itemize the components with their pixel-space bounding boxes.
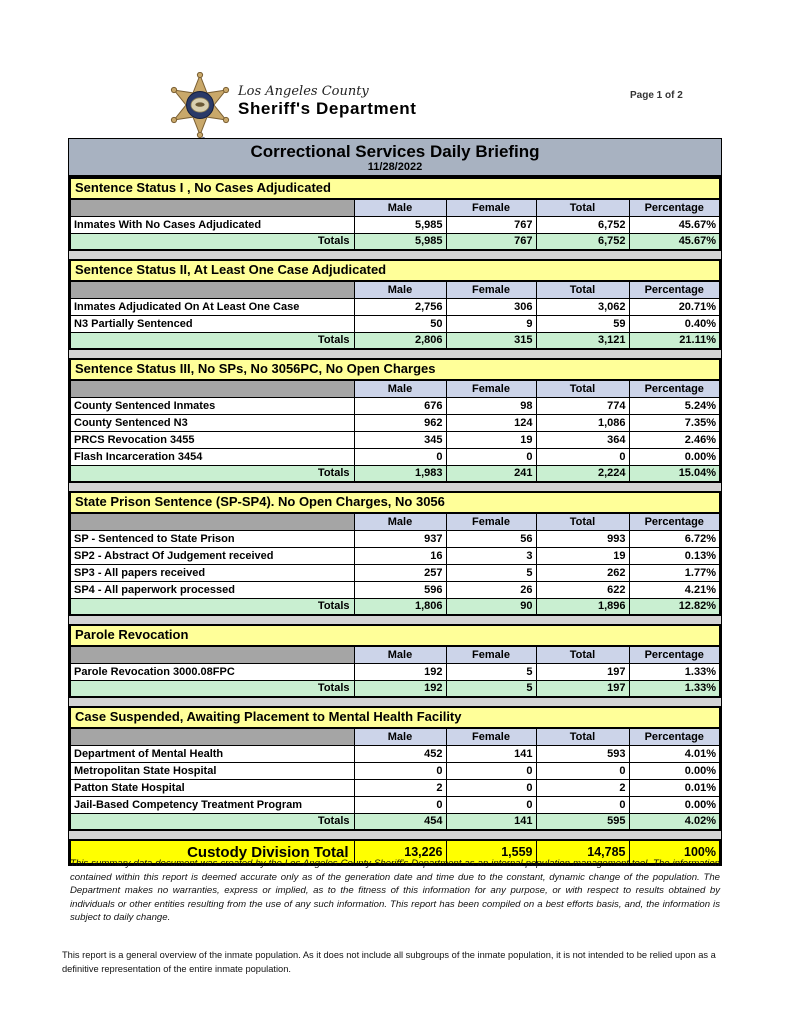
col-header-percentage: Percentage xyxy=(629,513,720,530)
section-parole-revocation xyxy=(69,624,721,698)
blank-header-cell xyxy=(70,199,354,216)
totals-label: Totals xyxy=(70,332,354,349)
cell-percentage: 0.00% xyxy=(629,448,720,465)
cell-percentage: 4.01% xyxy=(629,745,720,762)
totals-female: 315 xyxy=(446,332,536,349)
col-header-male: Male xyxy=(354,199,446,216)
row-label: SP3 - All papers received xyxy=(70,564,354,581)
section-sentence-status-3 xyxy=(69,358,721,483)
col-header-total: Total xyxy=(536,380,629,397)
column-header-row xyxy=(70,380,720,397)
column-header-row xyxy=(70,728,720,745)
cell-male: 16 xyxy=(354,547,446,564)
cell-female: 9 xyxy=(446,315,536,332)
cell-total: 59 xyxy=(536,315,629,332)
row-label: SP - Sentenced to State Prison xyxy=(70,530,354,547)
cell-percentage: 1.33% xyxy=(629,663,720,680)
blank-header-cell xyxy=(70,513,354,530)
row-label: County Sentenced N3 xyxy=(70,414,354,431)
cell-male: 2,756 xyxy=(354,298,446,315)
cell-percentage: 5.24% xyxy=(629,397,720,414)
section-case-suspended xyxy=(69,706,721,831)
cell-percentage: 45.67% xyxy=(629,216,720,233)
table-row xyxy=(70,663,720,680)
letterhead-county: Los Angeles County xyxy=(238,84,369,99)
cell-male: 0 xyxy=(354,762,446,779)
cell-male: 452 xyxy=(354,745,446,762)
cell-female: 5 xyxy=(446,564,536,581)
col-header-percentage: Percentage xyxy=(629,728,720,745)
col-header-male: Male xyxy=(354,380,446,397)
letterhead xyxy=(238,84,417,118)
totals-total: 197 xyxy=(536,680,629,697)
section-sentence-status-1 xyxy=(69,177,721,251)
section-title: Sentence Status II, At Least One Case Adjudicated xyxy=(69,259,721,280)
totals-female: 141 xyxy=(446,813,536,830)
cell-percentage: 0.13% xyxy=(629,547,720,564)
totals-female: 90 xyxy=(446,598,536,615)
cell-percentage: 0.00% xyxy=(629,762,720,779)
totals-label: Totals xyxy=(70,233,354,250)
row-label: Metropolitan State Hospital xyxy=(70,762,354,779)
cell-male: 192 xyxy=(354,663,446,680)
table-row xyxy=(70,564,720,581)
blank-header-cell xyxy=(70,646,354,663)
blank-header-cell xyxy=(70,380,354,397)
table-row xyxy=(70,547,720,564)
table-row xyxy=(70,397,720,414)
totals-label: Totals xyxy=(70,813,354,830)
cell-total: 19 xyxy=(536,547,629,564)
cell-male: 596 xyxy=(354,581,446,598)
totals-label: Totals xyxy=(70,465,354,482)
cell-female: 98 xyxy=(446,397,536,414)
footnote-text: This report is a general overview of the inmate population. As it does not include all subgroups of the inmate population, it is not intended to be relied upon as a definitive representation of the entire inmate population. xyxy=(62,950,716,974)
cell-female: 306 xyxy=(446,298,536,315)
totals-female: 767 xyxy=(446,233,536,250)
totals-female: 241 xyxy=(446,465,536,482)
cell-total: 993 xyxy=(536,530,629,547)
table-row xyxy=(70,216,720,233)
cell-female: 3 xyxy=(446,547,536,564)
cell-percentage: 1.77% xyxy=(629,564,720,581)
totals-row xyxy=(70,332,720,349)
column-header-row xyxy=(70,199,720,216)
totals-row xyxy=(70,598,720,615)
section-sentence-status-2 xyxy=(69,259,721,350)
col-header-percentage: Percentage xyxy=(629,281,720,298)
col-header-female: Female xyxy=(446,728,536,745)
report-date: 11/28/2022 xyxy=(367,161,423,173)
cell-male: 257 xyxy=(354,564,446,581)
cell-male: 0 xyxy=(354,448,446,465)
cell-female: 767 xyxy=(446,216,536,233)
cell-female: 0 xyxy=(446,762,536,779)
cell-percentage: 20.71% xyxy=(629,298,720,315)
table-row xyxy=(70,762,720,779)
cell-male: 5,985 xyxy=(354,216,446,233)
totals-total: 1,896 xyxy=(536,598,629,615)
totals-row xyxy=(70,813,720,830)
col-header-female: Female xyxy=(446,281,536,298)
totals-total: 3,121 xyxy=(536,332,629,349)
col-header-male: Male xyxy=(354,513,446,530)
section-title: Sentence Status III, No SPs, No 3056PC, No Open Charges xyxy=(69,358,721,379)
row-label: County Sentenced Inmates xyxy=(70,397,354,414)
col-header-male: Male xyxy=(354,281,446,298)
cell-total: 364 xyxy=(536,431,629,448)
totals-row xyxy=(70,233,720,250)
cell-total: 197 xyxy=(536,663,629,680)
column-header-row xyxy=(70,513,720,530)
totals-label: Totals xyxy=(70,680,354,697)
totals-percentage: 45.67% xyxy=(629,233,720,250)
table-row xyxy=(70,581,720,598)
col-header-percentage: Percentage xyxy=(629,199,720,216)
cell-total: 774 xyxy=(536,397,629,414)
section-table xyxy=(69,379,721,483)
totals-male: 2,806 xyxy=(354,332,446,349)
row-label: N3 Partially Sentenced xyxy=(70,315,354,332)
cell-total: 0 xyxy=(536,448,629,465)
col-header-male: Male xyxy=(354,728,446,745)
disclaimer-text: This summary data document was created by the Los Angeles County Sheriff's Department as an internal population management tool. The information contained within this report is deemed accurate only as of the generation date and time due to the constant, dynamic change of the population. The Department makes no warranties, express or implied, as to the fitness of this information for any purpose, or with respect to results obtained by individuals or other entities resulting from the use of any such information. This report has been compiled on a best efforts basis, and, the information is subject to daily change. xyxy=(70,858,720,923)
cell-male: 676 xyxy=(354,397,446,414)
totals-row xyxy=(70,465,720,482)
row-label: Patton State Hospital xyxy=(70,779,354,796)
cell-percentage: 4.21% xyxy=(629,581,720,598)
section-table xyxy=(69,512,721,616)
table-row xyxy=(70,779,720,796)
col-header-total: Total xyxy=(536,281,629,298)
table-row xyxy=(70,530,720,547)
cell-total: 0 xyxy=(536,762,629,779)
report-title: Correctional Services Daily Briefing xyxy=(250,142,540,161)
section-table xyxy=(69,198,721,251)
grand-total-total: 14,785 xyxy=(536,840,629,864)
col-header-female: Female xyxy=(446,380,536,397)
table-row xyxy=(70,745,720,762)
totals-male: 5,985 xyxy=(354,233,446,250)
row-label: Flash Incarceration 3454 xyxy=(70,448,354,465)
cell-percentage: 0.40% xyxy=(629,315,720,332)
table-row xyxy=(70,431,720,448)
totals-percentage: 21.11% xyxy=(629,332,720,349)
cell-female: 19 xyxy=(446,431,536,448)
col-header-female: Female xyxy=(446,646,536,663)
blank-header-cell xyxy=(70,728,354,745)
section-title: Parole Revocation xyxy=(69,624,721,645)
col-header-total: Total xyxy=(536,199,629,216)
totals-male: 1,983 xyxy=(354,465,446,482)
page-number-label: Page 1 of 2 xyxy=(630,90,683,101)
cell-male: 0 xyxy=(354,796,446,813)
cell-male: 2 xyxy=(354,779,446,796)
totals-percentage: 4.02% xyxy=(629,813,720,830)
cell-percentage: 0.01% xyxy=(629,779,720,796)
cell-total: 3,062 xyxy=(536,298,629,315)
grand-total-label: Custody Division Total xyxy=(70,840,354,864)
row-label: PRCS Revocation 3455 xyxy=(70,431,354,448)
cell-female: 141 xyxy=(446,745,536,762)
cell-percentage: 7.35% xyxy=(629,414,720,431)
row-label: SP2 - Abstract Of Judgement received xyxy=(70,547,354,564)
report-title-banner xyxy=(69,139,721,177)
totals-total: 595 xyxy=(536,813,629,830)
cell-total: 0 xyxy=(536,796,629,813)
cell-female: 26 xyxy=(446,581,536,598)
cell-female: 0 xyxy=(446,796,536,813)
grand-total-female: 1,559 xyxy=(446,840,536,864)
row-label: Inmates Adjudicated On At Least One Case xyxy=(70,298,354,315)
row-label: Parole Revocation 3000.08FPC xyxy=(70,663,354,680)
row-label: Inmates With No Cases Adjudicated xyxy=(70,216,354,233)
col-header-total: Total xyxy=(536,646,629,663)
cell-total: 1,086 xyxy=(536,414,629,431)
cell-female: 0 xyxy=(446,448,536,465)
totals-label: Totals xyxy=(70,598,354,615)
table-row xyxy=(70,796,720,813)
table-row xyxy=(70,448,720,465)
col-header-total: Total xyxy=(536,728,629,745)
table-row xyxy=(70,414,720,431)
totals-percentage: 1.33% xyxy=(629,680,720,697)
row-label: Jail-Based Competency Treatment Program xyxy=(70,796,354,813)
row-label: SP4 - All paperwork processed xyxy=(70,581,354,598)
cell-total: 622 xyxy=(536,581,629,598)
cell-male: 345 xyxy=(354,431,446,448)
section-title: State Prison Sentence (SP-SP4). No Open Charges, No 3056 xyxy=(69,491,721,512)
section-table xyxy=(69,280,721,350)
report-body xyxy=(68,138,722,866)
grand-total-percentage: 100% xyxy=(629,840,720,864)
cell-male: 962 xyxy=(354,414,446,431)
sheriff-badge-icon xyxy=(167,72,233,142)
section-state-prison-sentence xyxy=(69,491,721,616)
col-header-percentage: Percentage xyxy=(629,646,720,663)
cell-percentage: 2.46% xyxy=(629,431,720,448)
letterhead-department: Sheriff's Department xyxy=(238,99,417,118)
totals-male: 454 xyxy=(354,813,446,830)
section-title: Case Suspended, Awaiting Placement to Mental Health Facility xyxy=(69,706,721,727)
totals-percentage: 12.82% xyxy=(629,598,720,615)
totals-total: 6,752 xyxy=(536,233,629,250)
cell-percentage: 0.00% xyxy=(629,796,720,813)
cell-male: 937 xyxy=(354,530,446,547)
col-header-total: Total xyxy=(536,513,629,530)
cell-percentage: 6.72% xyxy=(629,530,720,547)
cell-female: 56 xyxy=(446,530,536,547)
col-header-female: Female xyxy=(446,199,536,216)
cell-male: 50 xyxy=(354,315,446,332)
col-header-percentage: Percentage xyxy=(629,380,720,397)
totals-percentage: 15.04% xyxy=(629,465,720,482)
table-row xyxy=(70,315,720,332)
section-table xyxy=(69,645,721,698)
col-header-male: Male xyxy=(354,646,446,663)
cell-total: 6,752 xyxy=(536,216,629,233)
totals-total: 2,224 xyxy=(536,465,629,482)
row-label: Department of Mental Health xyxy=(70,745,354,762)
cell-female: 124 xyxy=(446,414,536,431)
table-row xyxy=(70,298,720,315)
grand-total-male: 13,226 xyxy=(354,840,446,864)
totals-row xyxy=(70,680,720,697)
totals-male: 192 xyxy=(354,680,446,697)
cell-total: 593 xyxy=(536,745,629,762)
cell-female: 0 xyxy=(446,779,536,796)
col-header-female: Female xyxy=(446,513,536,530)
cell-total: 262 xyxy=(536,564,629,581)
cell-total: 2 xyxy=(536,779,629,796)
cell-female: 5 xyxy=(446,663,536,680)
column-header-row xyxy=(70,281,720,298)
totals-male: 1,806 xyxy=(354,598,446,615)
blank-header-cell xyxy=(70,281,354,298)
column-header-row xyxy=(70,646,720,663)
totals-female: 5 xyxy=(446,680,536,697)
section-title: Sentence Status I , No Cases Adjudicated xyxy=(69,177,721,198)
section-table xyxy=(69,727,721,831)
